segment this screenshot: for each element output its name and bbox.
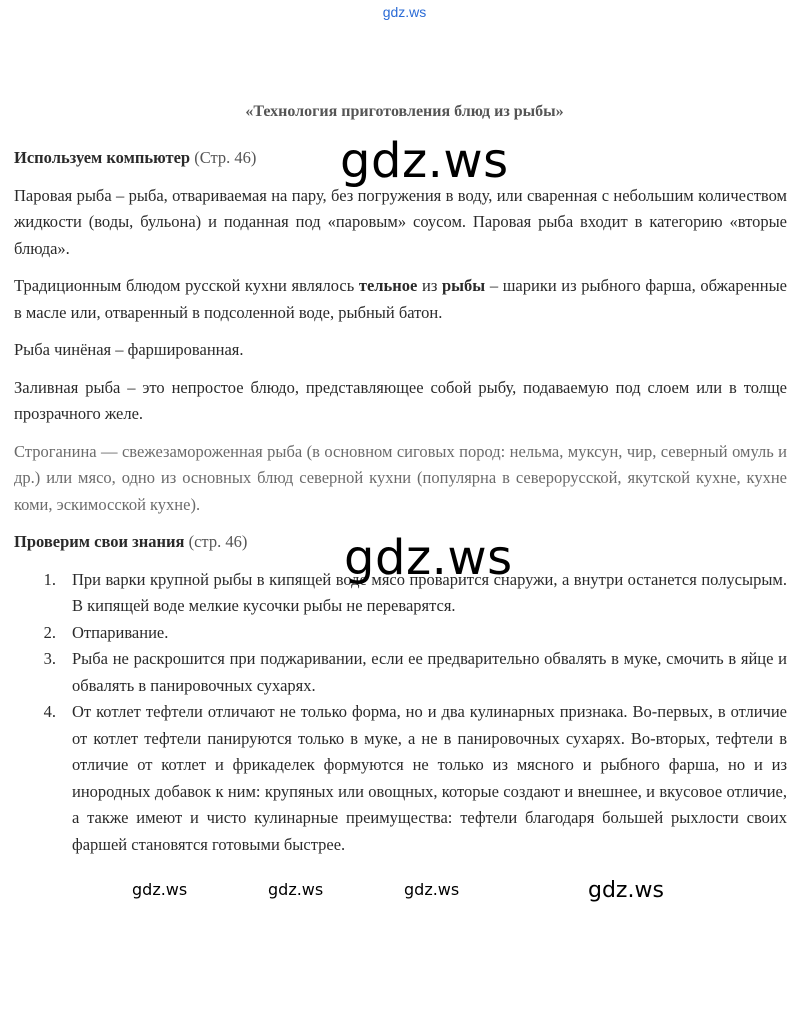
list-item [14,699,787,858]
watermark: gdz.ws [344,530,513,586]
list-item-text: Рыба не раскрошится при поджаривании, если ее предварительно обвалять в муке, смочить в яйце и обвалять в панировочных сухарях. [72,649,787,695]
list-item-number: 1. [43,569,56,589]
telnoe-bold-2: рыбы [441,276,486,295]
telnoe-text-1: Традиционным блюдом русской кухни являлось [14,276,359,295]
list-item [14,567,787,620]
list-item-text: Отпаривание. [72,622,169,642]
section1-heading: Используем компьютер [14,148,191,167]
document-body [14,145,787,858]
telnoe-bold-1: тельное [358,276,418,295]
paragraph-telnoe [14,273,787,326]
section1-page-ref: (Стр. 46) [194,148,257,167]
list-item [14,646,787,699]
watermark: gdz.ws [268,880,324,899]
paragraph-stroganina: Строганина — свежезамороженная рыба (в основном сиговых пород: нельма, муксун, чир, северный омуль и др.) или мясо, одно из основных блюд северной кухни (популярна в северорусской, якутской кухне, кухне коми, эскимосской кухне). [14,441,787,514]
section2-heading: Проверим свои знания [14,532,185,551]
site-header-link[interactable]: gdz.ws [382,4,427,20]
section2-heading-line [14,529,787,556]
list-item-number: 3. [43,649,56,668]
watermark: gdz.ws [588,878,664,903]
paragraph-stuffed-fish: Рыба чинёная – фаршированная. [14,340,244,359]
paragraph-steamed-fish: Паровая рыба – рыба, отвариваемая на пару, без погружения в воду, или сваренная с небольшим количеством жидкости (воды, бульона) и поданная под «паровым» соусом. Паровая рыба входит в категорию «вторые блюда». [14,185,787,258]
list-item-number: 2. [43,622,56,642]
section1-heading-line [14,145,787,172]
list-item [14,620,787,647]
list-item-number: 4. [43,702,56,721]
list-item-text: При варки крупной рыбы в кипящей воде мясо проварится снаружи, а внутри останется полусырым. В кипящей воде мелкие кусочки рыбы не переварятся. [72,569,787,615]
telnoe-text-2: из [417,276,442,295]
telnoe-text-3: – шарики из рыбного фарша, обжаренные в масле или, отваренный в подсоленной воде, рыбный батон. [14,276,787,322]
answers-list [14,567,787,859]
paragraph-aspic-fish: Заливная рыба – это непростое блюдо, представляющее собой рыбу, подаваемую под слоем или в толще прозрачного желе. [14,377,787,423]
watermark: gdz.ws [132,880,188,899]
section2-page-ref: (стр. 46) [188,532,248,551]
watermark: gdz.ws [404,880,460,899]
watermark: gdz.ws [340,133,509,189]
list-item-text: От котлет тефтели отличают не только форма, но и два кулинарных признака. Во-первых, в отличие от котлет тефтели панируются только в муке, а не в панировочных сухарях. Во-вторых, тефтели в отличие от котлет и фрикаделек формуются не только из мясного и рыбного фарша, но и из инородных добавок к ним: крупяных или овощных, которые создают и внешнее, и вкусовое отличие, а также имеют и чисто кулинарные преимущества: тефтели благодаря большей рыхлости своих фаршей становятся готовыми быстрее. [72,702,787,854]
page-title: «Технология приготовления блюд из рыбы» [245,103,564,120]
